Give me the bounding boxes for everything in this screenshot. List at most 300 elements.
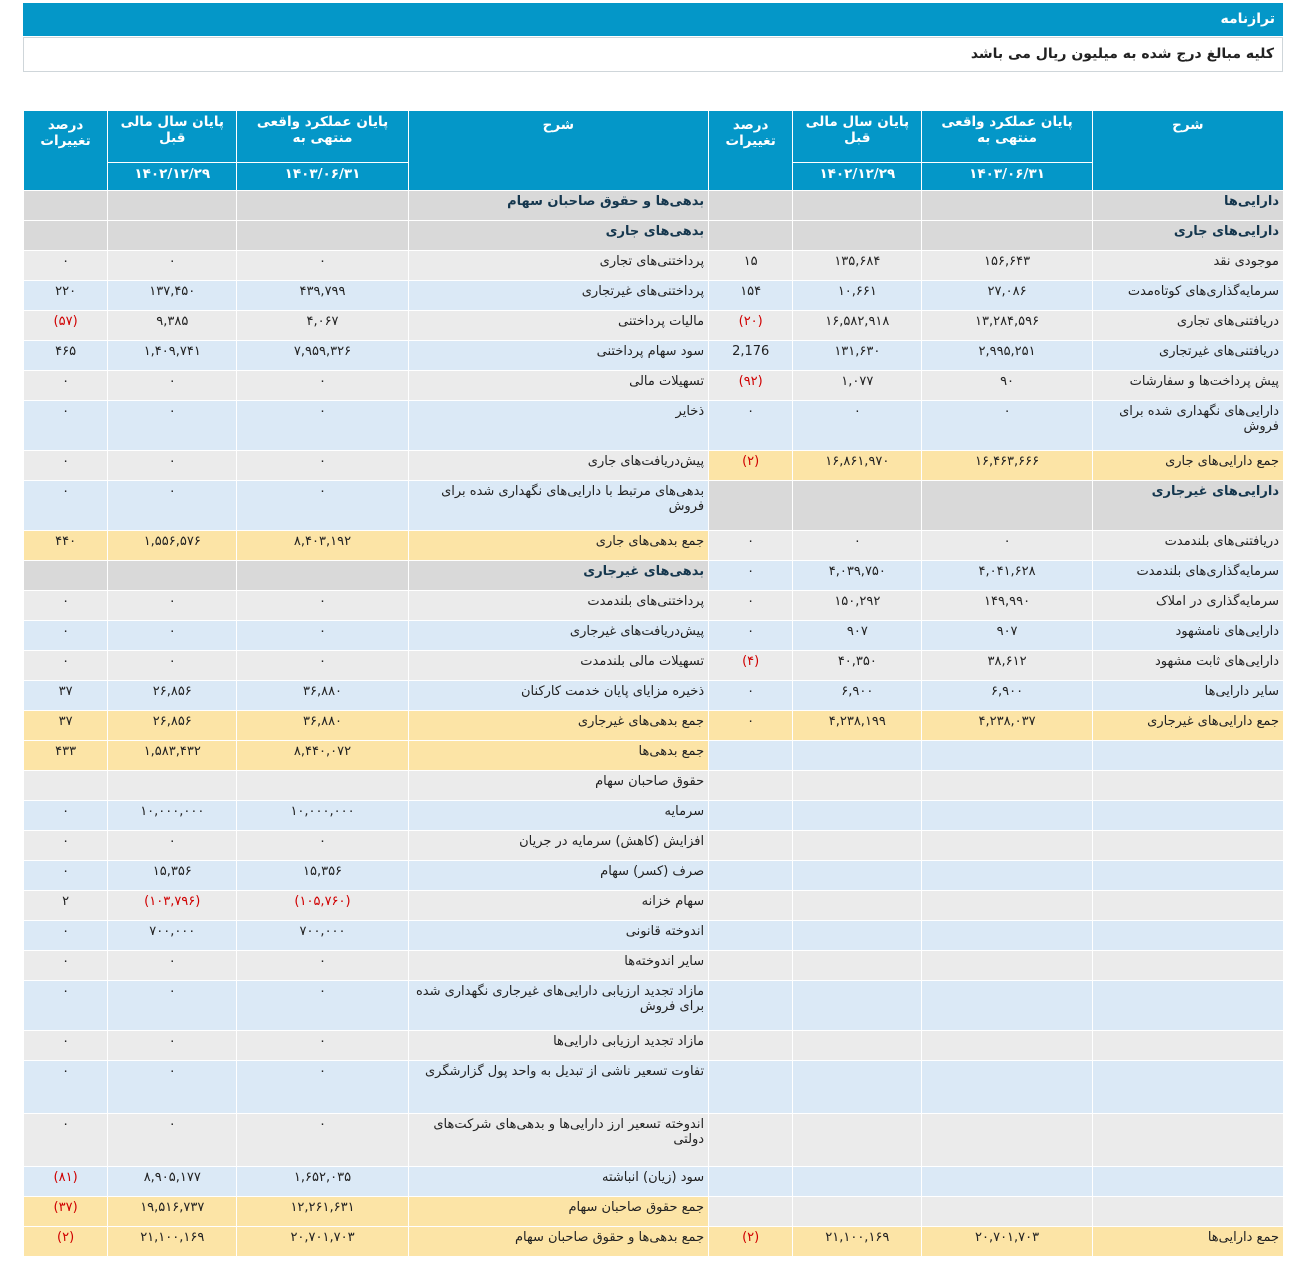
liability-label: سایر اندوخته‌ها	[408, 951, 708, 981]
asset-label: دریافتنی‌های تجاری	[1092, 311, 1283, 341]
asset-current	[922, 891, 1092, 921]
liability-label: جمع بدهی‌های غیرجاری	[408, 711, 708, 741]
asset-current	[922, 771, 1092, 801]
liability-pct: ۰	[24, 1061, 108, 1114]
table-row	[24, 951, 1284, 981]
asset-pct	[709, 481, 793, 531]
table-row	[24, 531, 1284, 561]
table-row	[24, 1197, 1284, 1227]
asset-label	[1092, 741, 1283, 771]
liability-pct	[24, 771, 108, 801]
liability-current: ۴,۰۶۷	[237, 311, 408, 341]
asset-current	[922, 191, 1092, 221]
asset-pct	[709, 861, 793, 891]
asset-label: سرمایه‌گذاری در املاک	[1092, 591, 1283, 621]
liability-prev: ۰	[108, 621, 237, 651]
liability-pct: ۰	[24, 251, 108, 281]
asset-prev: ۱۵۰,۲۹۲	[793, 591, 922, 621]
liability-prev: ۰	[108, 481, 237, 531]
asset-label: جمع دارایی‌های جاری	[1092, 451, 1283, 481]
table-row	[24, 621, 1284, 651]
liability-current: ۱۲,۲۶۱,۶۳۱	[237, 1197, 408, 1227]
liability-current	[237, 771, 408, 801]
amount-note-bar	[23, 37, 1283, 72]
table-row	[24, 651, 1284, 681]
liability-pct: ۰	[24, 921, 108, 951]
liability-prev: ۰	[108, 251, 237, 281]
liability-label: مازاد تجدید ارزیابی دارایی‌های غیرجاری نگهداری شده برای فروش	[408, 981, 708, 1031]
asset-current	[922, 741, 1092, 771]
asset-label	[1092, 1061, 1283, 1114]
liability-pct: ۴۴۰	[24, 531, 108, 561]
asset-prev: ۱۶,۵۸۲,۹۱۸	[793, 311, 922, 341]
liability-current: ۷۰۰,۰۰۰	[237, 921, 408, 951]
asset-prev	[793, 1167, 922, 1197]
asset-pct: ۰	[709, 681, 793, 711]
asset-current	[922, 801, 1092, 831]
asset-pct	[709, 221, 793, 251]
amount-note: کلیه مبالغ درج شده به میلیون ریال می باشد	[970, 46, 1274, 62]
liability-pct: (۲)	[24, 1227, 108, 1257]
asset-label: دریافتنی‌های غیرتجاری	[1092, 341, 1283, 371]
asset-pct: ۰	[709, 711, 793, 741]
liability-label: ذخایر	[408, 401, 708, 451]
asset-prev	[793, 1061, 922, 1114]
asset-pct: ۱۵۴	[709, 281, 793, 311]
asset-current: ۱۶,۴۶۳,۶۶۶	[922, 451, 1092, 481]
header-prev-date-assets: ۱۴۰۲/۱۲/۲۹	[793, 163, 922, 191]
asset-prev: ۰	[793, 401, 922, 451]
asset-label: دارایی‌های نامشهود	[1092, 621, 1283, 651]
asset-pct: (۲)	[709, 451, 793, 481]
asset-prev	[793, 191, 922, 221]
liability-label: بدهی‌های جاری	[408, 221, 708, 251]
asset-current: ۲۷,۰۸۶	[922, 281, 1092, 311]
asset-label	[1092, 891, 1283, 921]
asset-label: پیش پرداخت‌ها و سفارشات	[1092, 371, 1283, 401]
asset-current	[922, 981, 1092, 1031]
asset-label	[1092, 921, 1283, 951]
liability-current: ۰	[237, 621, 408, 651]
liability-pct	[24, 561, 108, 591]
asset-prev: ۱۳۱,۶۳۰	[793, 341, 922, 371]
liability-current: (۱۰۵,۷۶۰)	[237, 891, 408, 921]
asset-current	[922, 831, 1092, 861]
table-row	[24, 861, 1284, 891]
asset-current: ۲,۹۹۵,۲۵۱	[922, 341, 1092, 371]
asset-current	[922, 1031, 1092, 1061]
asset-label	[1092, 831, 1283, 861]
asset-pct	[709, 191, 793, 221]
liability-prev: ۰	[108, 831, 237, 861]
liability-current: ۰	[237, 401, 408, 451]
asset-label	[1092, 801, 1283, 831]
asset-pct	[709, 801, 793, 831]
asset-prev	[793, 741, 922, 771]
liability-current: ۲۰,۷۰۱,۷۰۳	[237, 1227, 408, 1257]
liability-label: تسهیلات مالی بلندمدت	[408, 651, 708, 681]
asset-prev	[793, 921, 922, 951]
asset-label	[1092, 1114, 1283, 1167]
table-row	[24, 371, 1284, 401]
balance-sheet-body	[24, 191, 1284, 1257]
table-row	[24, 561, 1284, 591]
table-row	[24, 1167, 1284, 1197]
asset-label: دریافتنی‌های بلندمدت	[1092, 531, 1283, 561]
liability-current: ۴۳۹,۷۹۹	[237, 281, 408, 311]
liability-pct: ۰	[24, 1031, 108, 1061]
asset-label: دارایی‌های جاری	[1092, 221, 1283, 251]
asset-label: دارایی‌های ثابت مشهود	[1092, 651, 1283, 681]
asset-label: سرمایه‌گذاری‌های بلندمدت	[1092, 561, 1283, 591]
asset-current	[922, 1061, 1092, 1114]
asset-current: ۶,۹۰۰	[922, 681, 1092, 711]
asset-pct	[709, 1114, 793, 1167]
liability-prev: ۱۰,۰۰۰,۰۰۰	[108, 801, 237, 831]
liability-label: سود (زیان) انباشته	[408, 1167, 708, 1197]
asset-prev: ۲۱,۱۰۰,۱۶۹	[793, 1227, 922, 1257]
liability-prev: ۱۹,۵۱۶,۷۳۷	[108, 1197, 237, 1227]
liability-current	[237, 221, 408, 251]
liability-pct: ۰	[24, 401, 108, 451]
asset-pct	[709, 951, 793, 981]
liability-pct: ۲۲۰	[24, 281, 108, 311]
asset-prev	[793, 831, 922, 861]
liability-prev: ۰	[108, 981, 237, 1031]
asset-label: دارایی‌ها	[1092, 191, 1283, 221]
asset-prev: ۴,۰۳۹,۷۵۰	[793, 561, 922, 591]
header-prev-assets: پایان سال مالی قبل	[793, 111, 922, 163]
asset-current: ۴,۲۳۸,۰۳۷	[922, 711, 1092, 741]
liability-current	[237, 191, 408, 221]
liability-current: ۰	[237, 251, 408, 281]
asset-pct: (۴)	[709, 651, 793, 681]
balance-sheet-table	[23, 110, 1284, 1257]
header-desc-assets: شرح	[1092, 111, 1283, 191]
asset-prev	[793, 1114, 922, 1167]
table-row	[24, 1227, 1284, 1257]
asset-label	[1092, 1167, 1283, 1197]
table-row	[24, 311, 1284, 341]
asset-label: موجودی نقد	[1092, 251, 1283, 281]
liability-prev: ۱,۵۸۳,۴۳۲	[108, 741, 237, 771]
table-row	[24, 831, 1284, 861]
asset-current: ۴,۰۴۱,۶۲۸	[922, 561, 1092, 591]
liability-pct: ۲	[24, 891, 108, 921]
table-row	[24, 891, 1284, 921]
liability-label: پرداختنی‌های بلندمدت	[408, 591, 708, 621]
asset-current	[922, 1114, 1092, 1167]
liability-label: تسهیلات مالی	[408, 371, 708, 401]
table-row	[24, 481, 1284, 531]
header-current-liabilities: پایان عملکرد واقعی منتهی به	[237, 111, 408, 163]
asset-label: دارایی‌های غیرجاری	[1092, 481, 1283, 531]
page-title-bar	[23, 3, 1283, 36]
table-row	[24, 221, 1284, 251]
liability-label: پیش‌دریافت‌های جاری	[408, 451, 708, 481]
liability-prev: ۱,۵۵۶,۵۷۶	[108, 531, 237, 561]
asset-label: جمع دارایی‌های غیرجاری	[1092, 711, 1283, 741]
liability-current: ۰	[237, 1061, 408, 1114]
page-title: ترازنامه	[1220, 11, 1275, 27]
header-current-date-liabilities: ۱۴۰۳/۰۶/۳۱	[237, 163, 408, 191]
asset-prev	[793, 1197, 922, 1227]
asset-label	[1092, 1197, 1283, 1227]
liability-pct: ۰	[24, 621, 108, 651]
asset-current: ۰	[922, 531, 1092, 561]
table-row	[24, 281, 1284, 311]
liability-pct: ۳۷	[24, 711, 108, 741]
liability-prev: ۸,۹۰۵,۱۷۷	[108, 1167, 237, 1197]
table-row	[24, 771, 1284, 801]
liability-prev: ۰	[108, 401, 237, 451]
liability-current: ۰	[237, 651, 408, 681]
liability-label: مازاد تجدید ارزیابی دارایی‌ها	[408, 1031, 708, 1061]
asset-current: ۹۰	[922, 371, 1092, 401]
liability-pct: ۰	[24, 1114, 108, 1167]
asset-pct	[709, 891, 793, 921]
liability-prev: ۷۰۰,۰۰۰	[108, 921, 237, 951]
liability-current: ۸,۴۰۳,۱۹۲	[237, 531, 408, 561]
liability-pct	[24, 221, 108, 251]
asset-prev	[793, 481, 922, 531]
header-pct-liabilities: درصد تغییرات	[24, 111, 108, 191]
asset-pct: ۰	[709, 561, 793, 591]
liability-label: پیش‌دریافت‌های غیرجاری	[408, 621, 708, 651]
asset-prev: ۱۳۵,۶۸۴	[793, 251, 922, 281]
asset-pct	[709, 771, 793, 801]
liability-current: ۳۶,۸۸۰	[237, 681, 408, 711]
liability-label: بدهی‌های غیرجاری	[408, 561, 708, 591]
liability-label: افزایش (کاهش) سرمایه در جریان	[408, 831, 708, 861]
liability-label: صرف (کسر) سهام	[408, 861, 708, 891]
asset-label: دارایی‌های نگهداری شده برای فروش	[1092, 401, 1283, 451]
liability-pct: ۰	[24, 861, 108, 891]
liability-pct: ۰	[24, 481, 108, 531]
asset-label	[1092, 1031, 1283, 1061]
header-current-date-assets: ۱۴۰۳/۰۶/۳۱	[922, 163, 1092, 191]
liability-current: ۰	[237, 481, 408, 531]
liability-prev: ۰	[108, 1114, 237, 1167]
asset-prev: ۹۰۷	[793, 621, 922, 651]
asset-pct	[709, 831, 793, 861]
liability-prev: ۱۵,۳۵۶	[108, 861, 237, 891]
asset-label: سایر دارایی‌ها	[1092, 681, 1283, 711]
liability-pct: ۰	[24, 831, 108, 861]
asset-pct	[709, 1061, 793, 1114]
liability-prev: ۰	[108, 651, 237, 681]
asset-label	[1092, 861, 1283, 891]
liability-label: سود سهام پرداختنی	[408, 341, 708, 371]
liability-label: سرمایه	[408, 801, 708, 831]
liability-current: ۳۶,۸۸۰	[237, 711, 408, 741]
asset-prev	[793, 981, 922, 1031]
asset-current	[922, 951, 1092, 981]
liability-current: ۱,۶۵۲,۰۳۵	[237, 1167, 408, 1197]
liability-pct: ۰	[24, 651, 108, 681]
liability-pct: ۴۶۵	[24, 341, 108, 371]
asset-label: جمع دارایی‌ها	[1092, 1227, 1283, 1257]
table-row	[24, 401, 1284, 451]
asset-prev: ۱۶,۸۶۱,۹۷۰	[793, 451, 922, 481]
asset-prev	[793, 951, 922, 981]
asset-pct	[709, 1031, 793, 1061]
liability-current: ۱۰,۰۰۰,۰۰۰	[237, 801, 408, 831]
liability-label: جمع بدهی‌ها و حقوق صاحبان سهام	[408, 1227, 708, 1257]
header-current-assets: پایان عملکرد واقعی منتهی به	[922, 111, 1092, 163]
table-row	[24, 981, 1284, 1031]
asset-current: ۲۰,۷۰۱,۷۰۳	[922, 1227, 1092, 1257]
table-row	[24, 741, 1284, 771]
liability-prev: ۰	[108, 371, 237, 401]
liability-prev: ۹,۳۸۵	[108, 311, 237, 341]
asset-current	[922, 1167, 1092, 1197]
liability-pct: ۰	[24, 801, 108, 831]
liability-prev: ۲۱,۱۰۰,۱۶۹	[108, 1227, 237, 1257]
asset-current	[922, 861, 1092, 891]
asset-current: ۹۰۷	[922, 621, 1092, 651]
liability-current: ۰	[237, 371, 408, 401]
liability-label: جمع بدهی‌های جاری	[408, 531, 708, 561]
asset-prev: ۱,۰۷۷	[793, 371, 922, 401]
liability-pct	[24, 191, 108, 221]
header-prev-liabilities: پایان سال مالی قبل	[108, 111, 237, 163]
asset-pct: ۰	[709, 591, 793, 621]
table-row	[24, 801, 1284, 831]
liability-prev	[108, 561, 237, 591]
header-prev-date-liabilities: ۱۴۰۲/۱۲/۲۹	[108, 163, 237, 191]
asset-current: ۳۸,۶۱۲	[922, 651, 1092, 681]
asset-current	[922, 1197, 1092, 1227]
asset-prev: ۴,۲۳۸,۱۹۹	[793, 711, 922, 741]
liability-label: ذخیره مزایای پایان خدمت کارکنان	[408, 681, 708, 711]
liability-prev: ۱,۴۰۹,۷۴۱	[108, 341, 237, 371]
liability-prev: ۰	[108, 451, 237, 481]
liability-label: جمع حقوق صاحبان سهام	[408, 1197, 708, 1227]
table-row	[24, 711, 1284, 741]
liability-pct: ۰	[24, 951, 108, 981]
liability-prev	[108, 221, 237, 251]
asset-prev	[793, 771, 922, 801]
asset-pct	[709, 981, 793, 1031]
asset-pct: ۰	[709, 621, 793, 651]
liability-prev	[108, 191, 237, 221]
header-pct-assets: درصد تغییرات	[709, 111, 793, 191]
asset-pct: ۰	[709, 531, 793, 561]
asset-label	[1092, 771, 1283, 801]
table-row	[24, 591, 1284, 621]
liability-label: تفاوت تسعیر ناشی از تبدیل به واحد پول گزارشگری	[408, 1061, 708, 1114]
liability-prev	[108, 771, 237, 801]
asset-prev	[793, 891, 922, 921]
liability-label: اندوخته تسعیر ارز دارایی‌ها و بدهی‌های شرکت‌های دولتی	[408, 1114, 708, 1167]
header-desc-liabilities: شرح	[408, 111, 708, 191]
asset-prev: ۶,۹۰۰	[793, 681, 922, 711]
liability-pct: ۴۳۳	[24, 741, 108, 771]
asset-current	[922, 921, 1092, 951]
liability-pct: (۵۷)	[24, 311, 108, 341]
asset-prev: ۱۰,۶۶۱	[793, 281, 922, 311]
asset-current	[922, 481, 1092, 531]
liability-current: ۰	[237, 1031, 408, 1061]
liability-prev: (۱۰۳,۷۹۶)	[108, 891, 237, 921]
asset-prev	[793, 801, 922, 831]
asset-current: ۱۴۹,۹۹۰	[922, 591, 1092, 621]
liability-label: حقوق صاحبان سهام	[408, 771, 708, 801]
liability-current: ۰	[237, 1114, 408, 1167]
liability-current: ۸,۴۴۰,۰۷۲	[237, 741, 408, 771]
liability-prev: ۰	[108, 1061, 237, 1114]
asset-prev	[793, 221, 922, 251]
liability-label: بدهی‌ها و حقوق صاحبان سهام	[408, 191, 708, 221]
asset-prev	[793, 1031, 922, 1061]
asset-current: ۰	[922, 401, 1092, 451]
liability-label: جمع بدهی‌ها	[408, 741, 708, 771]
liability-prev: ۰	[108, 951, 237, 981]
liability-current: ۰	[237, 981, 408, 1031]
asset-pct	[709, 1167, 793, 1197]
table-row	[24, 191, 1284, 221]
table-row	[24, 1031, 1284, 1061]
table-row	[24, 451, 1284, 481]
asset-prev: ۰	[793, 531, 922, 561]
liability-label: پرداختنی‌های تجاری	[408, 251, 708, 281]
liability-prev: ۱۳۷,۴۵۰	[108, 281, 237, 311]
liability-current: ۰	[237, 451, 408, 481]
table-row	[24, 1114, 1284, 1167]
liability-current: ۰	[237, 831, 408, 861]
liability-current: ۰	[237, 591, 408, 621]
table-row	[24, 921, 1284, 951]
asset-pct	[709, 1197, 793, 1227]
liability-label: پرداختنی‌های غیرتجاری	[408, 281, 708, 311]
table-row	[24, 341, 1284, 371]
asset-label	[1092, 951, 1283, 981]
asset-prev: ۴۰,۳۵۰	[793, 651, 922, 681]
asset-prev	[793, 861, 922, 891]
liability-label: اندوخته قانونی	[408, 921, 708, 951]
asset-label	[1092, 981, 1283, 1031]
liability-prev: ۲۶,۸۵۶	[108, 711, 237, 741]
table-row	[24, 681, 1284, 711]
liability-pct: (۳۷)	[24, 1197, 108, 1227]
asset-current: ۱۳,۲۸۴,۵۹۶	[922, 311, 1092, 341]
liability-pct: ۰	[24, 981, 108, 1031]
liability-prev: ۲۶,۸۵۶	[108, 681, 237, 711]
asset-pct: 2,176	[709, 341, 793, 371]
liability-current: ۰	[237, 951, 408, 981]
liability-pct: ۳۷	[24, 681, 108, 711]
liability-current: ۱۵,۳۵۶	[237, 861, 408, 891]
asset-pct: (۲۰)	[709, 311, 793, 341]
asset-current: ۱۵۶,۶۴۳	[922, 251, 1092, 281]
table-row	[24, 1061, 1284, 1114]
liability-pct: ۰	[24, 591, 108, 621]
liability-label: مالیات پرداختنی	[408, 311, 708, 341]
asset-pct: ۱۵	[709, 251, 793, 281]
liability-prev: ۰	[108, 1031, 237, 1061]
liability-label: سهام خزانه	[408, 891, 708, 921]
liability-pct: (۸۱)	[24, 1167, 108, 1197]
liability-current: ۷,۹۵۹,۳۲۶	[237, 341, 408, 371]
liability-label: بدهی‌های مرتبط با دارایی‌های نگهداری شده برای فروش	[408, 481, 708, 531]
liability-pct: ۰	[24, 371, 108, 401]
asset-pct	[709, 921, 793, 951]
asset-label: سرمایه‌گذاری‌های کوتاه‌مدت	[1092, 281, 1283, 311]
asset-pct: (۹۲)	[709, 371, 793, 401]
liability-pct: ۰	[24, 451, 108, 481]
asset-pct: (۲)	[709, 1227, 793, 1257]
